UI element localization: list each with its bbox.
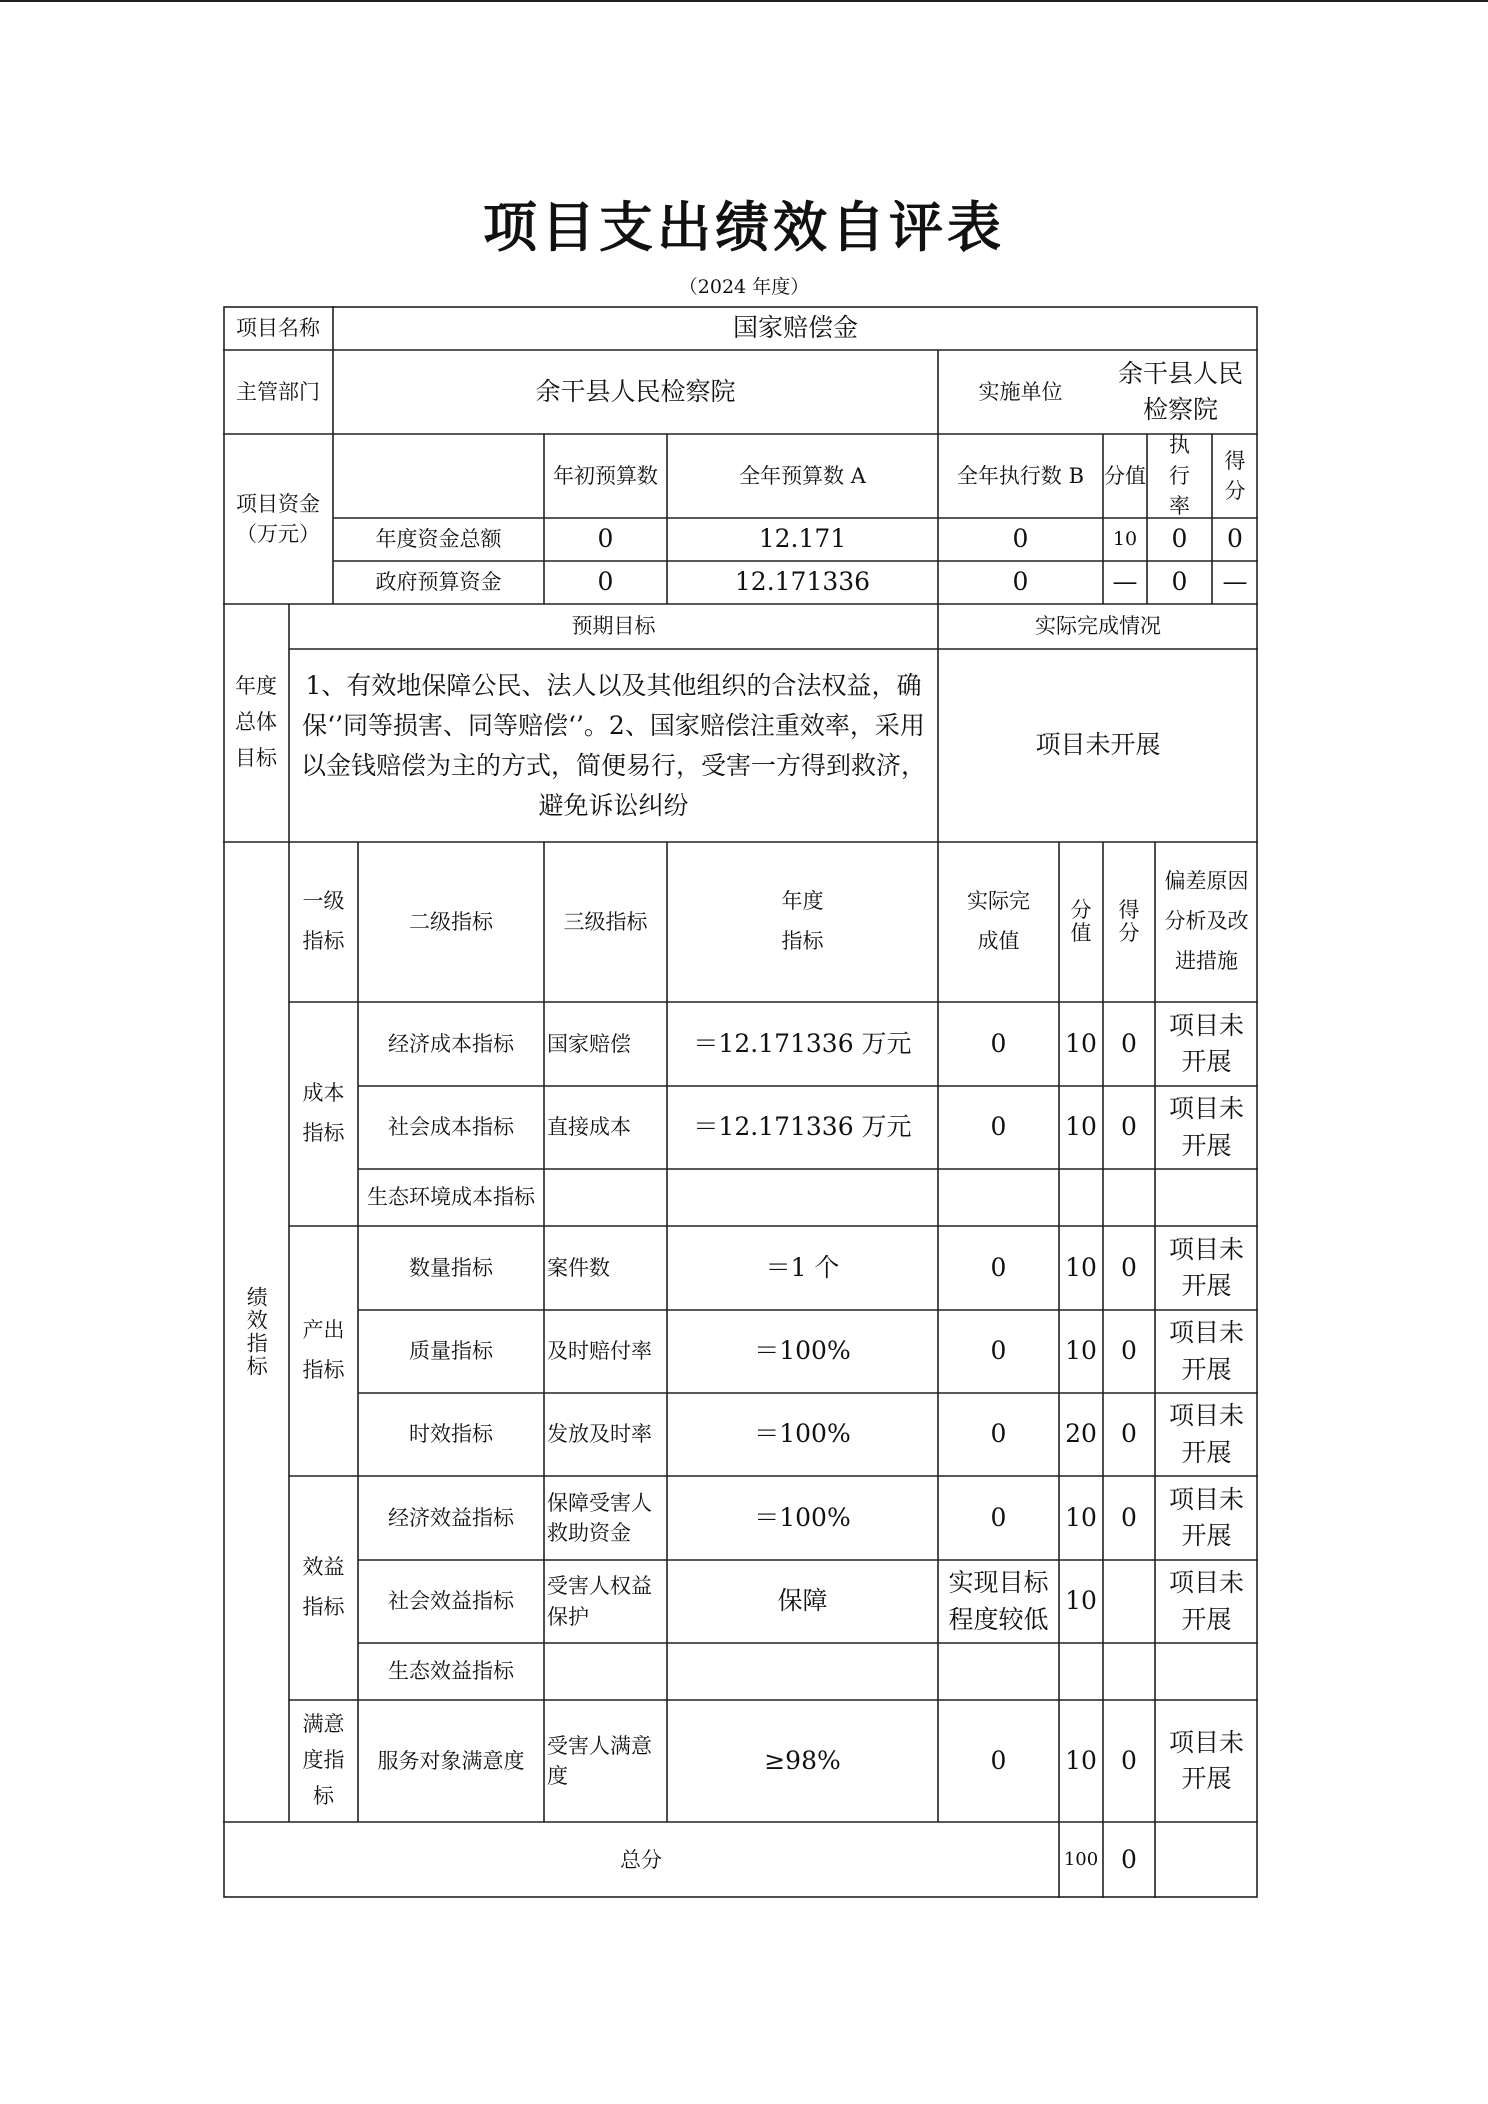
hdr-deviation: 偏差原因分析及改进措施	[1164, 869, 1249, 973]
indicator-deviation: 项目未开展	[1168, 1568, 1244, 1634]
evaluation-table	[223, 306, 1258, 1898]
actual-completion-text: 项目未开展	[1035, 730, 1161, 760]
indicator-actual: 0	[990, 1745, 1007, 1775]
funds-row-total-score-val: 10	[1112, 527, 1138, 550]
indicator-deviation: 项目未开展	[1168, 1484, 1244, 1550]
impl-unit-label: 实施单位	[978, 379, 1063, 404]
indicator-score-val: 10	[1065, 1586, 1097, 1616]
funds-row-total-label: 年度资金总额	[375, 527, 502, 552]
indicator-annual: ＝100%	[754, 1502, 851, 1532]
indicator-level3: 直接成本	[547, 1115, 631, 1140]
page-title: 项目支出绩效自评表	[483, 196, 1005, 259]
indicator-score-val: 10	[1065, 1745, 1097, 1775]
indicator-level2: 生态环境成本指标	[367, 1185, 535, 1210]
indicator-level2: 数量指标	[409, 1255, 493, 1280]
indicator-score-val: 10	[1065, 1252, 1097, 1282]
group-output-label: 产出指标	[302, 1318, 345, 1382]
indicator-annual: ＝1 个	[765, 1252, 840, 1282]
funds-row-gov-score-val: —	[1112, 567, 1138, 597]
project-name-value: 国家赔偿金	[732, 312, 858, 342]
hdr-score-val: 分值	[1070, 897, 1092, 945]
group-satisfaction-label: 满意度指标	[302, 1712, 345, 1808]
total-score: 0	[1121, 1844, 1137, 1874]
indicator-actual: 0	[990, 1419, 1007, 1449]
indicator-level3: 发放及时率	[547, 1422, 652, 1447]
hdr-actual: 实际完成值	[967, 889, 1030, 953]
funds-row-total-exec: 0	[1012, 524, 1029, 554]
hdr-score: 得分	[1118, 897, 1140, 945]
indicator-level2: 经济效益指标	[388, 1505, 514, 1530]
dept-value: 余干县人民检察院	[535, 376, 736, 406]
funds-row-total-rate: 0	[1171, 524, 1188, 554]
impl-unit-value: 余干县人民检察院	[1117, 358, 1243, 424]
top-border-line	[0, 0, 1488, 2]
group-benefit-label: 效益指标	[302, 1555, 345, 1619]
indicator-level2: 生态效益指标	[388, 1659, 514, 1684]
indicator-level2: 社会成本指标	[388, 1115, 514, 1140]
indicator-annual: ＝12.171336 万元	[693, 1028, 912, 1058]
indicator-level3: 受害人满意度	[547, 1733, 652, 1788]
funds-row-total-full: 12.171	[758, 524, 847, 554]
funds-row-gov-full: 12.171336	[734, 567, 871, 597]
indicator-level3: 受害人权益保护	[547, 1574, 652, 1629]
hdr-level2: 二级指标	[409, 909, 493, 934]
indicator-annual: ≥98%	[764, 1745, 841, 1775]
indicator-score: 0	[1121, 1112, 1137, 1142]
funds-row-gov-exec: 0	[1012, 567, 1029, 597]
indicator-level2: 服务对象满意度	[377, 1748, 525, 1773]
col-initial-budget: 年初预算数	[553, 463, 658, 488]
expected-goal-text: 1、有效地保障公民、法人以及其他组织的合法权益，确保‘’同等损害、同等赔偿‘’。2、国家赔偿注重效率，采用以金钱赔偿为主的方式，简便易行，受害一方得到救济，避免诉讼纠纷	[300, 670, 926, 820]
indicator-level2: 经济成本指标	[388, 1031, 514, 1056]
col-score-value: 分值	[1104, 463, 1146, 488]
indicator-score-val: 10	[1065, 1028, 1097, 1058]
funds-row-gov-label: 政府预算资金	[375, 570, 502, 595]
indicator-annual: ＝100%	[754, 1419, 851, 1449]
hdr-level3: 三级指标	[563, 909, 648, 934]
indicator-score: 0	[1121, 1745, 1137, 1775]
annual-goal-label: 年度总体目标	[235, 674, 277, 770]
total-label: 总分	[620, 1847, 662, 1872]
col-exec-rate: 执行率	[1169, 434, 1190, 518]
indicator-deviation: 项目未开展	[1168, 1318, 1244, 1384]
indicator-score-val: 20	[1065, 1419, 1097, 1449]
total-score-val: 100	[1063, 1848, 1099, 1870]
indicator-actual: 0	[990, 1252, 1007, 1282]
indicator-score: 0	[1121, 1419, 1137, 1449]
funds-row-gov-initial: 0	[597, 567, 614, 597]
indicator-deviation: 项目未开展	[1168, 1234, 1244, 1300]
indicator-deviation: 项目未开展	[1168, 1401, 1244, 1467]
indicator-actual: 0	[990, 1112, 1007, 1142]
indicator-actual: 实现目标程度较低	[948, 1568, 1049, 1634]
indicator-annual: ＝12.171336 万元	[693, 1112, 912, 1142]
hdr-annual: 年度指标	[781, 889, 824, 953]
funds-row-total-initial: 0	[597, 524, 614, 554]
indicator-deviation: 项目未开展	[1168, 1727, 1244, 1793]
col-executed: 全年执行数 B	[956, 463, 1085, 488]
dept-label: 主管部门	[236, 379, 320, 404]
project-name-label: 项目名称	[236, 315, 320, 340]
hdr-level1: 一级指标	[302, 889, 345, 953]
indicator-actual: 0	[990, 1502, 1007, 1532]
indicator-score-val: 10	[1065, 1112, 1097, 1142]
indicator-score	[1103, 1560, 1155, 1643]
indicator-annual: ＝100%	[754, 1336, 851, 1366]
indicator-score-val: 10	[1065, 1336, 1097, 1366]
indicator-score: 0	[1121, 1336, 1137, 1366]
performance-indicators-label: 绩效指标	[244, 1286, 269, 1378]
indicator-level2: 社会效益指标	[388, 1589, 514, 1614]
col-score: 得分	[1224, 448, 1246, 503]
indicator-level2: 时效指标	[409, 1422, 493, 1447]
year-label: （2024 年度）	[678, 276, 810, 298]
indicator-level2: 质量指标	[409, 1339, 493, 1364]
indicator-score-val: 10	[1065, 1502, 1097, 1532]
funds-row-gov-score: —	[1222, 567, 1248, 597]
indicator-deviation: 项目未开展	[1168, 1094, 1244, 1160]
indicator-score: 0	[1121, 1502, 1137, 1532]
indicator-deviation: 项目未开展	[1168, 1010, 1244, 1076]
col-full-budget: 全年预算数 A	[739, 463, 866, 488]
indicator-score: 0	[1121, 1252, 1137, 1282]
indicator-level3: 国家赔偿	[547, 1031, 631, 1056]
funds-label: 项目资金（万元）	[236, 491, 320, 546]
indicator-level3: 案件数	[547, 1255, 610, 1280]
indicator-score: 0	[1121, 1028, 1137, 1058]
indicator-level3: 保障受害人救助资金	[547, 1490, 652, 1545]
actual-completion-header: 实际完成情况	[1035, 614, 1161, 639]
funds-row-total-score: 0	[1227, 524, 1243, 554]
group-cost-label: 成本指标	[302, 1081, 345, 1145]
indicator-level3: 及时赔付率	[547, 1339, 652, 1364]
expected-goal-header: 预期目标	[571, 614, 656, 639]
indicator-actual: 0	[990, 1028, 1007, 1058]
indicator-annual: 保障	[777, 1586, 828, 1616]
indicator-actual: 0	[990, 1336, 1007, 1366]
funds-row-gov-rate: 0	[1171, 567, 1188, 597]
